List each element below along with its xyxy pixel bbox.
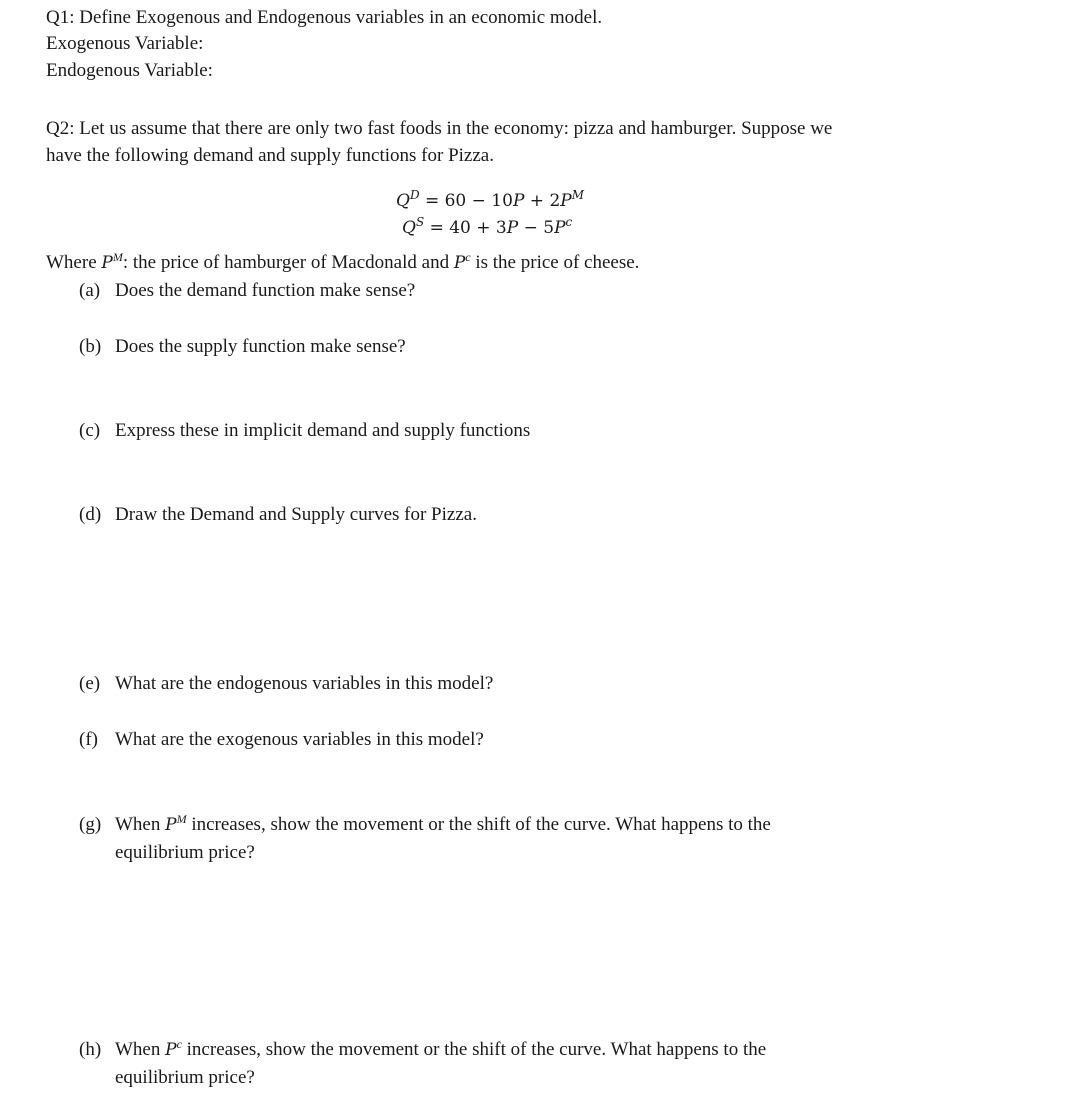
- where-var1: P: [101, 253, 113, 273]
- where-var2: P: [453, 253, 466, 273]
- part-h: [79, 1037, 766, 1064]
- q2-intro-line1: Q2: Let us assume that there are only two fast foods in the economy: pizza and hamburger. Suppose we: [46, 118, 833, 139]
- demand-eq-rhs2: + 2: [524, 191, 561, 211]
- part-b-label: (b): [79, 336, 102, 357]
- part-h-var-sup: c: [176, 1037, 182, 1051]
- demand-eq-rhs1: = 60 − 10: [419, 191, 513, 211]
- supply-eq-rhs1: = 40 + 3: [424, 218, 507, 238]
- demand-eq-var1: P: [512, 191, 525, 211]
- part-g-prefix: When: [115, 814, 166, 835]
- supply-eq-lhs: Q: [402, 218, 416, 238]
- part-c-label: (c): [79, 420, 101, 441]
- q1-title: Q1: Define Exogenous and Endogenous variables in an economic model.: [46, 7, 603, 28]
- part-d: [79, 502, 477, 528]
- part-g-var: P: [165, 815, 177, 835]
- part-a: [79, 278, 415, 304]
- part-g-text: increases, show the movement or the shift of the curve. What happens to the: [186, 814, 771, 835]
- part-c: [79, 418, 530, 444]
- where-mid: : the price of hamburger of Macdonald and: [122, 252, 454, 273]
- demand-eq-var2: P: [560, 191, 572, 211]
- part-g-line2: equilibrium price?: [115, 842, 255, 863]
- part-a-label: (a): [79, 280, 101, 301]
- part-g-label: (g): [79, 814, 102, 835]
- demand-eq-lhs-sup: D: [409, 188, 420, 202]
- demand-eq-var2-sup: M: [571, 188, 585, 202]
- part-h-text: increases, show the movement or the shift of the curve. What happens to the: [181, 1039, 767, 1060]
- part-e-text: What are the endogenous variables in this model?: [115, 673, 494, 694]
- part-g-var-sup: M: [176, 812, 187, 826]
- part-a-text: Does the demand function make sense?: [115, 280, 416, 301]
- demand-equation: [396, 188, 584, 215]
- part-h-label: (h): [79, 1039, 102, 1060]
- supply-equation: [402, 215, 572, 242]
- supply-eq-var2: P: [554, 218, 566, 238]
- q1-exogenous-label: Exogenous Variable:: [46, 33, 204, 54]
- supply-eq-var2-sup: c: [565, 215, 573, 229]
- part-h-prefix: When: [115, 1039, 166, 1060]
- part-e-label: (e): [79, 673, 101, 694]
- demand-eq-lhs: Q: [396, 191, 410, 211]
- q1-endogenous-label: Endogenous Variable:: [46, 60, 213, 81]
- where-var2-sup: c: [465, 250, 471, 264]
- where-prefix: Where: [46, 252, 102, 273]
- q2-intro-line2: have the following demand and supply functions for Pizza.: [46, 145, 494, 166]
- where-line: [46, 250, 639, 277]
- supply-eq-var1: P: [506, 218, 519, 238]
- part-h-var: P: [165, 1040, 177, 1060]
- where-suffix: is the price of cheese.: [470, 252, 640, 273]
- part-f: [79, 727, 484, 753]
- part-g: [79, 812, 771, 839]
- part-h-line2: equilibrium price?: [115, 1067, 255, 1088]
- supply-eq-lhs-sup: S: [415, 215, 425, 229]
- part-c-text: Express these in implicit demand and supply functions: [115, 420, 531, 441]
- part-e: [79, 671, 493, 697]
- part-d-text: Draw the Demand and Supply curves for Pizza.: [115, 504, 477, 525]
- part-d-label: (d): [79, 504, 102, 525]
- supply-eq-rhs2: − 5: [518, 218, 555, 238]
- where-var1-sup: M: [112, 250, 123, 264]
- part-b-text: Does the supply function make sense?: [115, 336, 406, 357]
- part-f-label: (f): [79, 729, 98, 750]
- part-f-text: What are the exogenous variables in this model?: [115, 729, 484, 750]
- part-b: [79, 334, 406, 360]
